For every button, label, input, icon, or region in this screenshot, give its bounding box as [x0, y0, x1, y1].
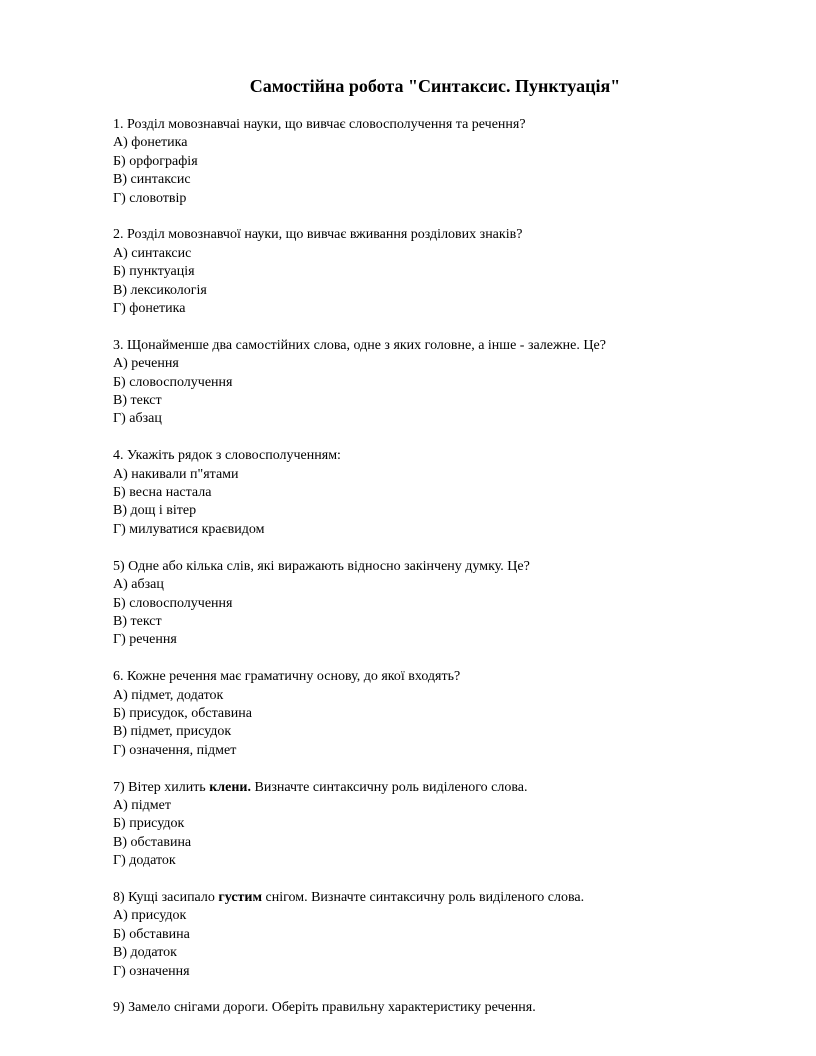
- answer-option: А) фонетика: [113, 135, 188, 151]
- question-text-part: 1. Розділ мовознавчаі науки, що вивчає словосполучення та речення?: [113, 117, 526, 132]
- question-text: [113, 226, 753, 244]
- question-text-part: 6. Кожне речення має граматичну основу, до якої входять?: [113, 669, 461, 685]
- highlighted-word: густим: [218, 889, 263, 905]
- answer-option: Б) пунктуація: [113, 264, 195, 280]
- answer-option: А) абзац: [113, 577, 164, 593]
- answer-option: А) підмет: [113, 797, 171, 813]
- answer-option: Б) словосполучення: [113, 374, 233, 390]
- answer-option: Г) означення, підмет: [113, 742, 237, 758]
- answer-option: Г) словотвір: [113, 190, 187, 206]
- answer-option: Г) додаток: [113, 853, 176, 869]
- answer-option: В) лексикологія: [113, 282, 207, 298]
- question-text: [113, 337, 753, 355]
- page-title: Самостійна робота "Синтаксис. Пунктуація": [249, 76, 621, 96]
- answer-option: Б) присудок, обставина: [113, 705, 252, 721]
- answer-option: В) обставина: [113, 834, 192, 850]
- answer-option: В) додаток: [113, 945, 177, 961]
- question-text-part: 8) Кущі засипало: [113, 889, 219, 905]
- answer-option: А) синтаксис: [113, 245, 192, 261]
- question-2: [113, 226, 753, 318]
- answer-option: В) синтаксис: [113, 172, 191, 188]
- answer-option: А) підмет, додаток: [113, 687, 224, 703]
- question-text-part: 4. Укажіть рядок з словосполученням:: [113, 448, 341, 464]
- question-5: [113, 558, 753, 650]
- question-text-part: снігом. Визначте синтаксичну роль виділеного слова.: [262, 889, 585, 905]
- question-text: [113, 558, 753, 576]
- question-text-part: 5) Одне або кілька слів, які виражають відносно закінчену думку. Це?: [113, 558, 530, 574]
- answer-option: Б) весна настала: [113, 485, 212, 501]
- highlighted-word: клени.: [209, 779, 251, 795]
- question-text: [113, 779, 753, 797]
- question-6: [113, 668, 753, 760]
- question-text: [113, 668, 753, 686]
- answer-option: А) речення: [113, 356, 179, 372]
- answer-option: Г) фонетика: [113, 301, 186, 317]
- question-9: [113, 999, 753, 1017]
- answer-option: Б) орфографія: [113, 153, 198, 169]
- answer-option: В) підмет, присудок: [113, 724, 232, 740]
- question-8: [113, 889, 753, 981]
- question-text: [113, 889, 753, 907]
- question-text: [113, 447, 753, 465]
- question-text-part: Визначте синтаксичну роль виділеного слова.: [250, 779, 528, 795]
- question-7: [113, 779, 753, 871]
- answer-option: А) накивали п"ятами: [113, 466, 239, 482]
- answer-option: Г) милуватися краєвидом: [113, 521, 265, 537]
- answer-option: Б) присудок: [113, 816, 185, 832]
- question-text: [113, 999, 753, 1017]
- question-list: [113, 116, 753, 1036]
- answer-option: Г) речення: [113, 632, 177, 648]
- answer-option: А) присудок: [113, 908, 187, 924]
- answer-option: Б) словосполучення: [113, 595, 233, 611]
- answer-option: В) дощ і вітер: [113, 503, 197, 519]
- question-4: [113, 447, 753, 539]
- answer-option: Б) обставина: [113, 926, 190, 942]
- question-1: [113, 116, 753, 208]
- question-text-part: 9) Замело снігами дороги. Оберіть правильну характеристику речення.: [113, 1000, 536, 1016]
- question-text-part: 3. Щонайменше два самостійних слова, одне з яких головне, а інше - залежне. Це?: [113, 337, 606, 353]
- answer-option: В) текст: [113, 393, 162, 409]
- question-text-part: 7) Вітер хилить: [113, 779, 210, 795]
- question-3: [113, 337, 753, 429]
- question-text-part: 2. Розділ мовознавчої науки, що вивчає вживання розділових знаків?: [113, 227, 523, 243]
- answer-option: Г) означення: [113, 963, 190, 979]
- answer-option: В) текст: [113, 613, 162, 629]
- answer-option: Г) абзац: [113, 411, 162, 427]
- question-text: [113, 116, 753, 134]
